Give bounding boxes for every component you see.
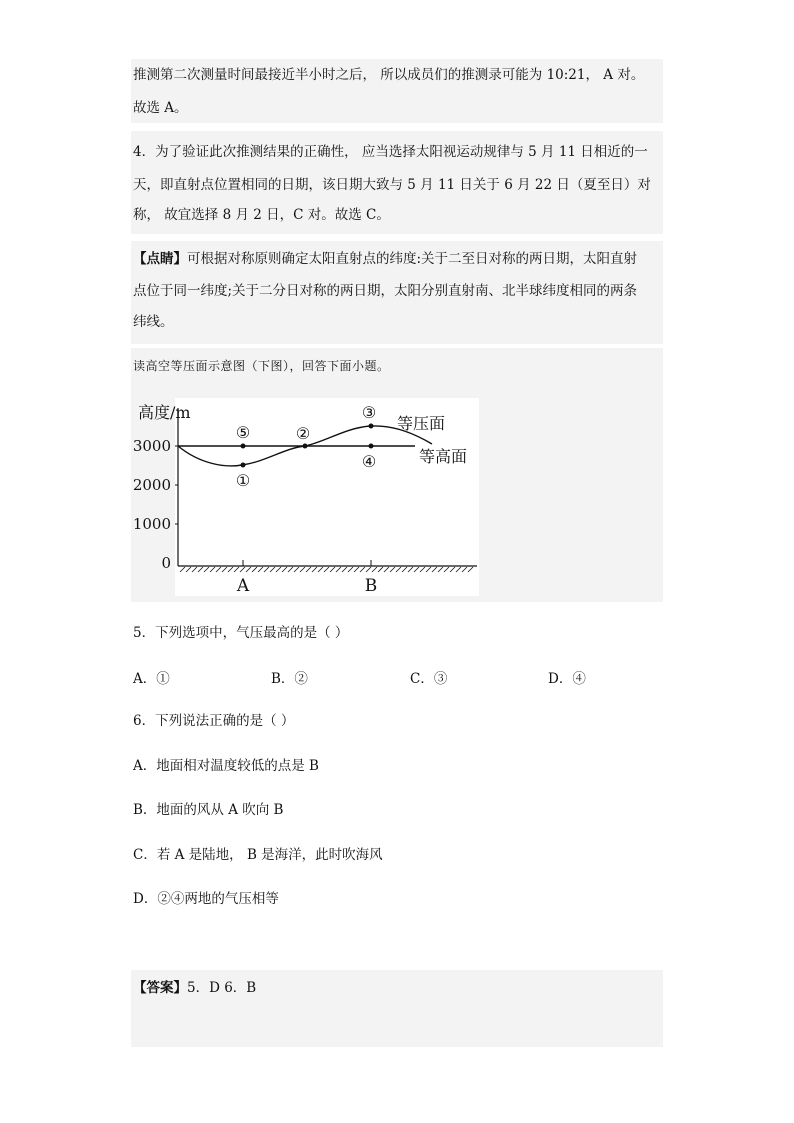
q5-option-d: D．④ [548, 671, 586, 687]
isobar-label: 等压面 [397, 414, 446, 433]
answer-line [133, 979, 256, 997]
q4-solution-line-2: 天，即直射点位置相同的日期，该日期大致与 5 月 11 日关于 6 月 22 日（夏至日）对 [133, 177, 651, 193]
question-intro: 读高空等压面示意图（下图），回答下面小题。 [133, 359, 390, 373]
prev-solution-line-2: 故选 A。 [133, 100, 188, 116]
tip-line-1 [133, 250, 637, 268]
point-1-dot [241, 463, 246, 468]
point-1-label: ① [235, 471, 251, 490]
point-5-dot [241, 444, 246, 449]
point-2-dot [303, 444, 308, 449]
answer-text: 5．D 6．B [187, 980, 257, 996]
prev-solution-line-1: 推测第二次测量时间最接近半小时之后， 所以成员们的推测录可能为 10:21， A 对。 [133, 67, 645, 83]
y-axis-label: 高度/m [138, 403, 191, 422]
point-3-dot [369, 424, 374, 429]
y-tick-3000: 3000 [132, 437, 171, 455]
point-4-label: ④ [361, 452, 377, 471]
point-4-dot [369, 444, 374, 449]
q6-option-a: A．地面相对温度较低的点是 B [133, 758, 319, 774]
q6-option-c: C．若 A 是陆地， B 是海洋，此时吹海风 [133, 847, 383, 863]
isoheight-label: 等高面 [419, 447, 468, 466]
ground-hatching [180, 567, 473, 572]
isobaric-surface-diagram [132, 398, 479, 596]
y-tick-0: 0 [161, 554, 171, 572]
q4-solution-line-3: 称， 故宜选择 8 月 2 日，C 对。故选 C。 [133, 207, 390, 223]
q5-stem: 5．下列选项中，气压最高的是（ ） [133, 625, 349, 641]
q6-option-d: D．②④两地的气压相等 [133, 891, 279, 907]
point-2-label: ② [295, 424, 311, 443]
x-label-a: A [236, 576, 250, 596]
diagram-svg [132, 398, 479, 596]
q5-option-b: B．② [271, 671, 308, 687]
tip-text-1: 可根据对称原则确定太阳直射点的纬度:关于二至日对称的两日期，太阳直射 [187, 251, 638, 267]
answer-label: 【答案】 [133, 980, 187, 996]
tip-line-3: 纬线。 [133, 314, 174, 330]
q4-solution-line-1: 4．为了验证此次推测结果的正确性， 应当选择太阳视运动规律与 5 月 11 日相近的一 [133, 144, 648, 160]
x-label-b: B [364, 576, 378, 596]
tip-line-2: 点位于同一纬度;关于二分日对称的两日期，太阳分别直射南、北半球纬度相同的两条 [133, 283, 638, 299]
point-5-label: ⑤ [235, 423, 251, 442]
q6-stem: 6．下列说法正确的是（ ） [133, 713, 295, 729]
y-tick-1000: 1000 [132, 515, 171, 533]
tip-label: 【点睛】 [133, 251, 187, 267]
q5-option-a: A．① [133, 671, 170, 687]
q6-option-b: B．地面的风从 A 吹向 B [133, 802, 284, 818]
q5-option-c: C．③ [410, 671, 448, 687]
point-3-label: ③ [361, 403, 377, 422]
y-tick-2000: 2000 [132, 476, 171, 494]
